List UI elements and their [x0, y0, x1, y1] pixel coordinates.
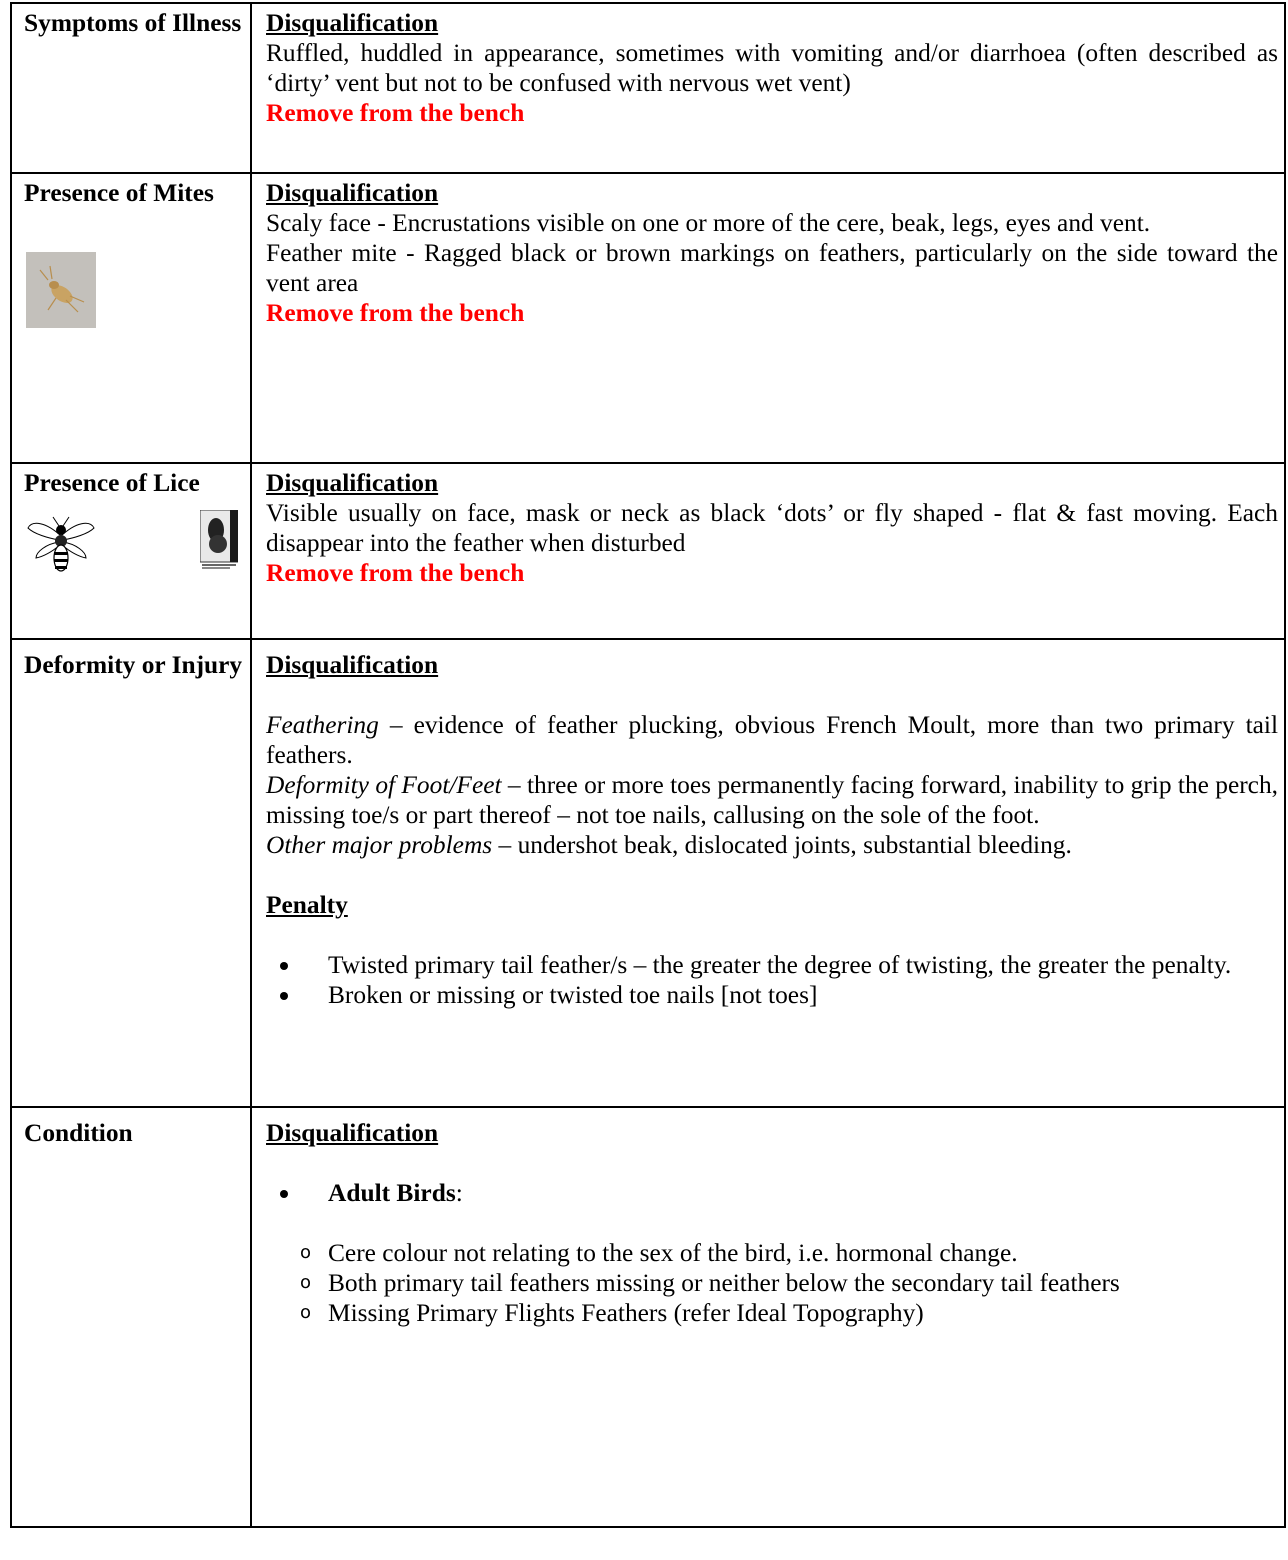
item-text: – evidence of feather plucking, obvious French Moult, more than two primary tail feathers. — [266, 711, 1278, 769]
item-label: Feathering — [266, 711, 379, 739]
penalty-list — [266, 950, 1278, 1010]
description-text: Visible usually on face, mask or neck as black ‘dots’ or fly shaped - flat & fast moving. Each disappear into the feather when disturbed — [266, 499, 1278, 557]
category-label: Presence of Mites — [24, 179, 214, 207]
lice-images — [24, 498, 244, 578]
description-text: Ruffled, huddled in appearance, sometimes with vomiting and/or diarrhoea (often described as ‘dirty’ vent but not to be confused with nervous wet vent) — [266, 39, 1278, 97]
penalty-heading: Penalty — [266, 891, 348, 919]
description-text: Scaly face - Encrustations visible on one or more of the cere, beak, legs, eyes and vent. — [266, 209, 1151, 237]
mite-image — [26, 252, 96, 328]
penalty-item: Twisted primary tail feather/s – the greater the degree of twisting, the greater the penalty. — [328, 950, 1278, 980]
category-label: Condition — [24, 1119, 133, 1147]
item-label: Deformity of Foot/Feet — [266, 771, 502, 799]
category-cell — [11, 3, 251, 173]
table-row — [11, 463, 1285, 639]
bullet-label: Adult Birds — [328, 1179, 456, 1207]
bullet-suffix: : — [455, 1179, 463, 1207]
condition-sublist — [266, 1238, 1278, 1328]
category-label: Presence of Lice — [24, 469, 200, 497]
condition-subitem: o Cere colour not relating to the sex of the bird, i.e. hormonal change. — [328, 1238, 1278, 1268]
table-row — [11, 173, 1285, 463]
disqualification-heading: Disqualification — [266, 651, 439, 679]
description-text: Feather mite - Ragged black or brown markings on feathers, particularly on the side toward the vent area — [266, 239, 1278, 297]
description-cell — [251, 173, 1285, 463]
disqualification-heading: Disqualification — [266, 469, 439, 497]
remove-action: Remove from the bench — [266, 99, 525, 127]
louse-photo-image — [200, 510, 238, 570]
table-row — [11, 639, 1285, 1107]
description-cell — [251, 1107, 1285, 1527]
condition-bullet — [328, 1178, 1278, 1208]
disqualification-heading: Disqualification — [266, 179, 439, 207]
category-cell — [11, 639, 251, 1107]
remove-action: Remove from the bench — [266, 559, 525, 587]
remove-action: Remove from the bench — [266, 299, 525, 327]
deformity-item — [266, 830, 1278, 860]
category-cell — [11, 1107, 251, 1527]
description-cell — [251, 639, 1285, 1107]
table-row — [11, 3, 1285, 173]
condition-subitem: o Missing Primary Flights Feathers (refer Ideal Topography) — [328, 1298, 1278, 1328]
table-row — [11, 1107, 1285, 1527]
deformity-item — [266, 710, 1278, 770]
item-text: – undershot beak, dislocated joints, substantial bleeding. — [492, 831, 1072, 859]
disqualification-heading: Disqualification — [266, 1119, 439, 1147]
disqualification-heading: Disqualification — [266, 9, 439, 37]
category-cell — [11, 173, 251, 463]
insect-image — [26, 514, 96, 576]
item-label: Other major problems — [266, 831, 493, 859]
penalty-item: Broken or missing or twisted toe nails [not toes] — [328, 980, 1278, 1010]
deformity-item — [266, 770, 1278, 830]
condition-subitem: o Both primary tail feathers missing or neither below the secondary tail feathers — [328, 1268, 1278, 1298]
category-label: Symptoms of Illness — [24, 9, 242, 37]
category-cell — [11, 463, 251, 639]
description-cell — [251, 3, 1285, 173]
rules-table — [10, 2, 1286, 1528]
condition-list — [266, 1178, 1278, 1208]
category-label: Deformity or Injury — [24, 651, 243, 679]
description-cell — [251, 463, 1285, 639]
item-text: – three or more toes permanently facing forward, inability to grip the perch, missing toe/s or part thereof – not toe nails, callusing on the sole of the foot. — [266, 771, 1278, 829]
